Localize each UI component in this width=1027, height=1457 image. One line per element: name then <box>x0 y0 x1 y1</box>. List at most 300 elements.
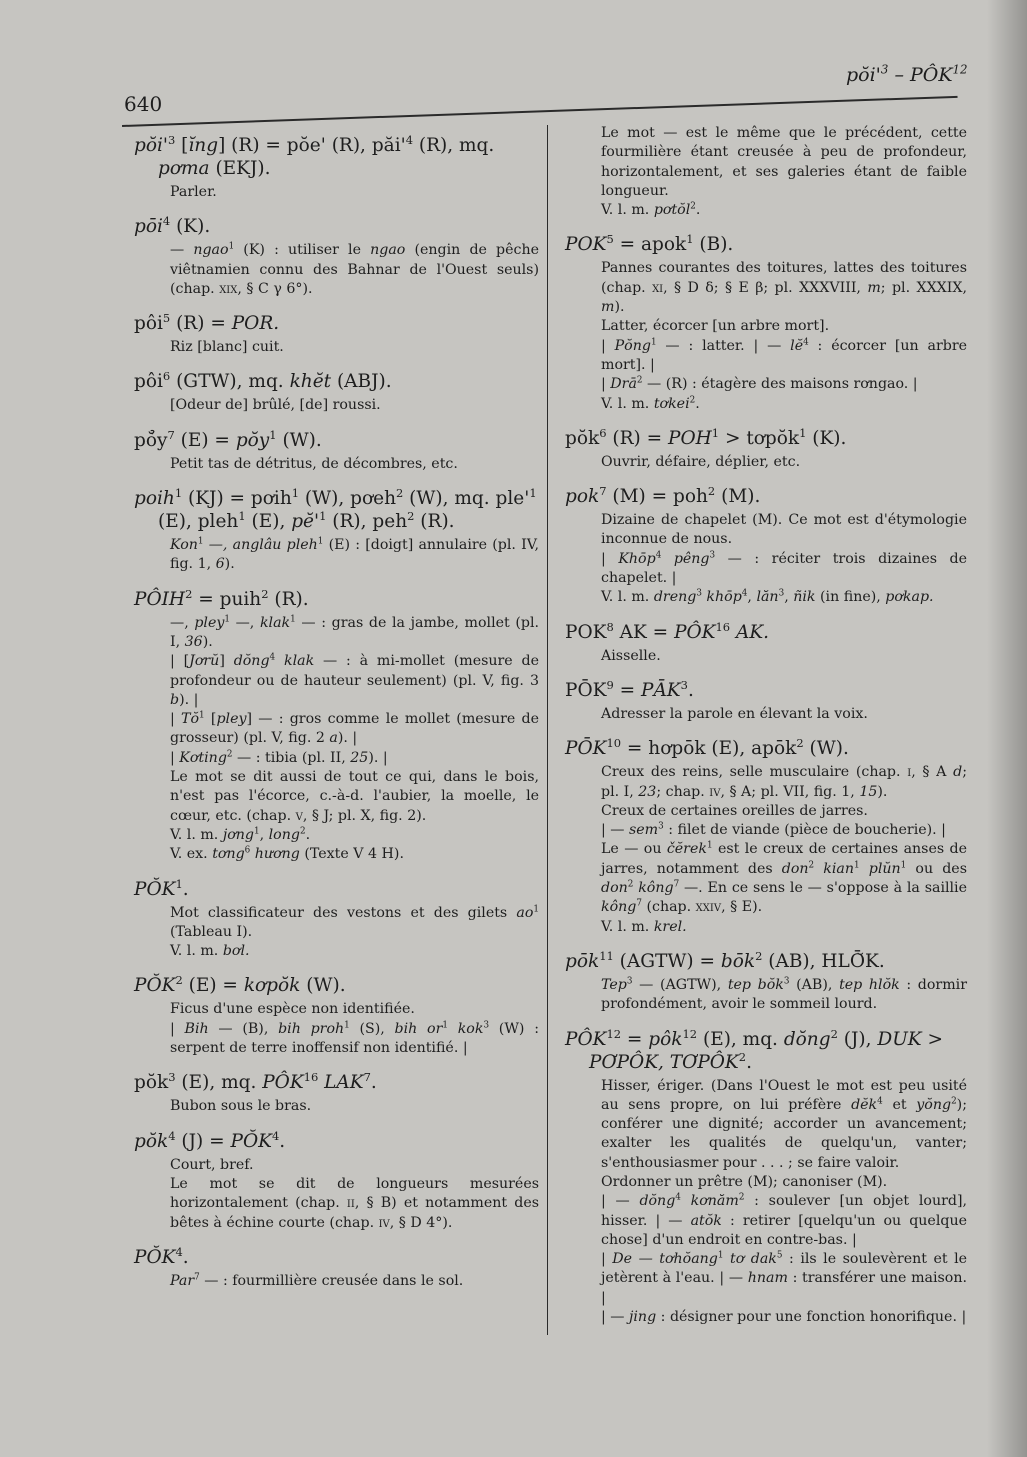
text-roman: Le mot se dit de longueurs mesurées horizontalement (chap. <box>170 1175 539 1212</box>
entry-headword <box>134 370 539 393</box>
entry-headword <box>134 429 539 452</box>
text-italic: PÔK <box>565 1028 607 1050</box>
definition-line <box>170 1097 539 1116</box>
homonym-number: 2 <box>261 586 269 601</box>
text-roman: (E), pleh <box>158 511 239 533</box>
text-roman: ). <box>614 299 625 316</box>
text-roman: , <box>747 589 757 606</box>
homonym-number: 3 <box>880 62 889 77</box>
text-italic: Kon <box>170 537 198 554</box>
text-italic: jơng <box>222 826 254 843</box>
dictionary-entry <box>134 878 539 962</box>
entry-headword <box>134 312 539 335</box>
definition-line <box>170 1272 539 1291</box>
text-italic: DUK > PƠPÔK, TƠPÔK <box>589 1028 944 1073</box>
text-roman: (M). <box>715 486 761 508</box>
header-rule <box>122 96 958 127</box>
text-italic: Bih <box>184 1020 209 1037</box>
text-roman: Riz [blanc] cuit. <box>170 339 284 356</box>
definition-line <box>170 241 539 299</box>
text-italic: pŏk <box>134 1130 169 1152</box>
text-roman: [ <box>175 135 189 156</box>
text-italic: Par <box>170 1272 195 1289</box>
text-roman: (K) : utiliser le <box>234 242 371 259</box>
text-roman: (EKJ). <box>209 158 271 179</box>
text-roman: (AGTW) = <box>613 950 721 972</box>
text-roman: V. l. m. <box>601 395 654 412</box>
text-roman: = <box>621 1028 649 1050</box>
homonym-number: 10 <box>606 736 622 751</box>
definition-line <box>601 1077 967 1173</box>
dictionary-entry <box>134 370 539 415</box>
entry-headword <box>134 1130 539 1153</box>
text-italic: m <box>601 299 615 316</box>
text-italic: bih proh <box>278 1020 345 1037</box>
text-italic: —, anglâu pleh <box>203 537 318 554</box>
text-italic: Kơting <box>179 749 227 766</box>
definition-line <box>601 337 967 376</box>
text-roman: (Texte V 4 H). <box>299 846 404 863</box>
definition-line <box>601 453 967 472</box>
text-roman: — (AGTW), <box>632 976 728 993</box>
dictionary-entry <box>565 427 967 472</box>
entry-headword <box>565 1028 967 1074</box>
dictionary-entry <box>565 124 967 220</box>
dictionary-entry <box>134 429 539 474</box>
text-italic: pōi <box>134 216 163 238</box>
homonym-number: 2 <box>707 484 716 498</box>
text-italic: tep hlŏk <box>839 976 900 993</box>
text-roman: Hisser, ériger. (Dans l'Ouest le mot est peu usité au sens propre, on lui préfère <box>601 1077 967 1113</box>
text-roman: pôi <box>134 371 163 393</box>
homonym-number: 1 <box>197 536 204 547</box>
text-italic: lăn <box>756 589 779 606</box>
homonym-number: 16 <box>715 619 731 634</box>
text-roman: (K). <box>806 427 847 449</box>
homonym-number: 3 <box>709 550 716 561</box>
text-roman: . <box>279 1130 286 1152</box>
left-column <box>134 134 539 1304</box>
text-roman: V. l. m. <box>170 826 223 843</box>
definition-line <box>170 1156 539 1175</box>
entry-headword <box>134 215 539 238</box>
dictionary-entry <box>134 215 539 299</box>
homonym-number: 16 <box>303 1070 319 1085</box>
text-roman: Le mot — est le même que le précédent, cette fourmilière étant creusée à peu de profondeur, horizontalement, et ses galeries étant de faible longueur. <box>601 125 967 199</box>
text-italic: a <box>329 730 338 747</box>
homonym-number: 7 <box>167 427 175 442</box>
text-roman: : dormir profondément, avoir le sommeil lourd. <box>601 976 967 1013</box>
text-italic: ngao <box>193 242 229 259</box>
definition-line <box>601 821 967 840</box>
homonym-number: 3 <box>483 1019 490 1030</box>
entry-definition <box>565 705 967 724</box>
entry-definition <box>565 453 967 472</box>
homonym-number: 7 <box>194 1272 200 1283</box>
entry-definition <box>565 124 967 220</box>
text-small-caps: iv <box>378 1214 390 1231</box>
text-roman: — <box>170 242 194 259</box>
text-italic: Tŏ <box>181 711 200 728</box>
text-roman: (E), mq. <box>697 1028 784 1050</box>
homonym-number: 6 <box>244 845 251 856</box>
text-roman: — : gras de la jambe, mollet (pl. I, <box>170 614 539 650</box>
text-roman: —. En ce sens le — s'oppose à la saillie <box>679 880 967 897</box>
text-roman: — : à mi-mollet (mesure de profondeur ou de hauteur seulement) (pl. V, fig. 3 <box>170 653 540 689</box>
entry-definition <box>565 976 967 1015</box>
definition-line <box>601 395 967 414</box>
entry-definition <box>134 614 539 865</box>
homonym-number: 2 <box>755 948 763 963</box>
entry-definition <box>134 455 539 474</box>
homonym-number: 4 <box>162 214 171 229</box>
text-italic: atŏk <box>690 1212 722 1229</box>
homonym-number: 4 <box>269 652 276 663</box>
entry-definition <box>565 1077 967 1328</box>
text-roman: (M) = poh <box>606 486 708 508</box>
definition-line <box>170 1000 539 1019</box>
text-italic: dreng <box>653 589 697 606</box>
text-roman: pôi <box>134 313 163 335</box>
text-italic: pĕ' <box>291 511 320 533</box>
text-roman: ). | <box>337 730 358 747</box>
definition-line <box>601 705 967 724</box>
homonym-number: 4 <box>168 1128 176 1143</box>
text-roman: Dizaine de chapelet (M). Ce mot est d'étymologie inconnue de nous. <box>601 512 967 548</box>
text-roman: ). | <box>179 691 199 708</box>
homonym-number: 1 <box>290 613 296 624</box>
homonym-number: 1 <box>529 485 537 500</box>
dictionary-entry <box>565 679 967 724</box>
entry-definition <box>134 536 539 575</box>
definition-line <box>170 1020 539 1059</box>
entry-definition <box>134 1097 539 1116</box>
text-roman: Ouvrir, défaire, déplier, etc. <box>601 453 801 470</box>
text-roman: (S), <box>349 1020 395 1037</box>
entry-headword <box>565 679 967 702</box>
homonym-number: 1 <box>199 710 205 721</box>
definition-line <box>601 976 967 1015</box>
homonym-number: 3 <box>658 821 664 832</box>
text-roman: . <box>746 1051 752 1073</box>
text-roman: , § D δ; § E β; pl. XXXVIII, <box>663 279 868 296</box>
text-roman: [ <box>204 711 217 728</box>
text-roman: (R) = <box>170 313 232 335</box>
text-roman: (E), <box>245 511 292 533</box>
text-roman: (E) : [doigt] annulaire (pl. IV, fig. 1, <box>170 537 539 573</box>
text-roman: , § E). <box>721 899 763 916</box>
text-italic: klak <box>275 653 315 670</box>
text-italic: tơ dak <box>723 1251 777 1268</box>
text-italic: 25 <box>350 749 369 766</box>
homonym-number: 1 <box>686 232 694 247</box>
text-roman: et <box>882 1096 917 1113</box>
text-roman: = <box>613 679 641 701</box>
text-roman: Aisselle. <box>601 647 661 664</box>
text-roman: Bubon sous le bras. <box>170 1098 312 1115</box>
homonym-number: 12 <box>682 1026 698 1041</box>
text-roman: (chap. <box>641 899 696 916</box>
text-roman: ). <box>202 633 213 650</box>
text-roman: AK = <box>613 621 675 643</box>
homonym-number: 4 <box>877 1096 883 1107</box>
text-roman: Creux des reins, selle musculaire (chap. <box>601 764 908 781</box>
text-italic: tep bŏk <box>727 976 784 993</box>
homonym-number: 1 <box>317 536 324 547</box>
text-italic: sem <box>629 822 659 839</box>
text-roman: = hơpōk (E), apōk <box>621 738 797 760</box>
homonym-number: 2 <box>226 749 233 760</box>
entry-headword <box>134 134 539 180</box>
homonym-number: 1 <box>174 485 183 500</box>
text-roman: Ficus d'une espèce non identifiée. <box>170 1001 415 1018</box>
text-roman: . <box>182 878 189 900</box>
entry-headword <box>565 233 967 256</box>
text-roman: V. l. m. <box>601 202 654 219</box>
text-italic: – PÔK <box>888 64 953 86</box>
text-italic: krel. <box>653 918 687 935</box>
text-roman: | — <box>601 1193 640 1210</box>
text-roman: Le — ou <box>601 841 667 858</box>
homonym-number: 5 <box>776 1250 783 1261</box>
text-italic: d <box>953 764 963 781</box>
text-roman: : écorcer [un arbre mort]. | <box>601 337 967 373</box>
text-roman: (engin de pêche viêtnamien connu des Bahnar de l'Ouest seuls) (chap. <box>170 242 540 297</box>
definition-line <box>170 749 539 768</box>
entry-headword <box>134 1246 539 1269</box>
text-small-caps: v <box>295 807 303 824</box>
homonym-number: 1 <box>344 1019 350 1030</box>
homonym-number: 1 <box>650 336 657 347</box>
text-italic: dŏng <box>233 653 270 670</box>
text-italic: hnam <box>747 1270 788 1287</box>
dictionary-entry <box>565 950 967 1015</box>
text-italic: klak <box>259 614 291 631</box>
homonym-number: 2 <box>689 394 696 405</box>
entry-headword <box>565 427 967 450</box>
text-italic: m <box>867 279 881 296</box>
homonym-number: 7 <box>673 879 680 890</box>
definition-line <box>601 1250 967 1308</box>
text-roman: , <box>259 826 269 843</box>
text-roman: ). <box>224 556 235 573</box>
text-roman: (J) = <box>175 1130 231 1152</box>
homonym-number: 1 <box>854 859 860 870</box>
homonym-number: 2 <box>627 879 634 890</box>
homonym-number: 3 <box>696 588 702 599</box>
text-roman: (B). <box>693 234 734 256</box>
text-italic: pŏi' <box>134 135 168 156</box>
text-roman: (R). <box>414 511 455 533</box>
homonym-number: 4 <box>675 1192 681 1203</box>
entry-definition <box>134 1156 539 1233</box>
text-roman: . <box>695 202 701 219</box>
text-roman: (E), mq. <box>175 1072 263 1094</box>
text-italic: POK <box>565 234 607 256</box>
text-roman: | <box>601 550 619 567</box>
text-italic: Pŏng <box>614 337 651 354</box>
text-roman: — (R) : étagère des maisons rơngao. | <box>642 376 918 393</box>
text-roman: — (B), <box>208 1020 279 1037</box>
text-italic: čĕrek <box>666 841 707 858</box>
text-roman: : transférer une maison. | <box>601 1270 967 1306</box>
definition-line <box>601 840 967 917</box>
homonym-number: 2 <box>738 1049 747 1064</box>
dictionary-entry <box>565 233 967 413</box>
text-roman: | <box>170 749 180 766</box>
text-roman: (W). <box>803 738 849 760</box>
text-small-caps: xi <box>652 279 664 296</box>
text-italic: pŏy <box>235 429 270 451</box>
definition-line <box>170 942 539 961</box>
definition-line <box>170 710 539 749</box>
homonym-number: 2 <box>407 508 415 523</box>
definition-line <box>170 768 539 826</box>
text-roman: ; pl. I, <box>601 764 967 800</box>
homonym-number: 2 <box>185 586 193 601</box>
text-roman: = apok <box>613 234 687 256</box>
homonym-number: 5 <box>162 311 171 326</box>
text-italic: Khōp <box>618 550 656 567</box>
text-italic: PÔIH <box>134 588 186 610</box>
text-roman: est le creux de certaines anses de jarres, notamment des <box>601 841 967 877</box>
text-roman: , § B) et notamment des bêtes à échine courte (chap. <box>170 1195 540 1231</box>
text-roman: —, <box>229 614 260 631</box>
text-italic: kơnăm <box>680 1193 739 1210</box>
text-roman: (KJ) = pơih <box>182 488 292 510</box>
entry-headword <box>565 621 967 644</box>
entry-definition <box>134 904 539 962</box>
text-italic: bơl. <box>222 943 250 960</box>
text-roman: > tơpŏk <box>719 427 800 449</box>
text-roman: (in fine), <box>815 589 886 606</box>
text-italic: pơma <box>158 158 210 179</box>
entry-definition <box>134 241 539 299</box>
text-roman: Pannes courantes des toitures, lattes des toitures (chap. <box>601 260 967 296</box>
text-italic: PŎK <box>134 878 176 900</box>
text-roman: = puih <box>192 588 262 610</box>
entry-definition <box>134 338 539 357</box>
text-italic: POR. <box>231 313 280 335</box>
entry-definition <box>134 183 539 202</box>
entry-headword <box>565 737 967 760</box>
dictionary-entry <box>134 1246 539 1291</box>
text-roman: pŏk <box>134 1072 169 1094</box>
text-roman: | <box>170 1020 185 1037</box>
text-italic: jing <box>629 1309 657 1326</box>
text-roman: | <box>601 376 611 393</box>
text-roman: ] (R) = pŏe' (R), păi' <box>218 135 406 156</box>
text-italic: pơkap. <box>885 589 934 606</box>
homonym-number: 2 <box>690 201 696 212</box>
definition-line <box>601 259 967 317</box>
text-roman: (R), peh <box>326 511 408 533</box>
text-italic: ĭng <box>188 135 219 156</box>
text-roman: ). <box>877 783 888 800</box>
text-roman: V. ex. <box>170 846 213 863</box>
text-italic: AK. <box>730 621 770 643</box>
text-small-caps: xxiv <box>695 899 722 916</box>
text-italic: don <box>781 860 809 877</box>
homonym-number: 1 <box>442 1019 448 1030</box>
text-roman: Adresser la parole en élevant la voix. <box>601 705 868 722</box>
text-roman: ; chap. <box>656 783 710 800</box>
text-italic: lĕ <box>790 337 804 354</box>
text-roman: (R), mq. <box>413 135 495 156</box>
text-roman: : ils le soulevèrent et le jetèrent à l'eau. | — <box>601 1251 968 1287</box>
text-roman: — : réciter trois dizaines de chapelet. | <box>601 550 968 587</box>
page-gutter-shadow <box>987 0 1027 1457</box>
text-roman: (R) = <box>606 427 669 449</box>
homonym-number: 1 <box>706 840 713 851</box>
text-small-caps: ii <box>346 1195 355 1212</box>
text-roman: (J), <box>837 1028 878 1050</box>
dictionary-entry <box>565 1028 967 1328</box>
text-roman: (AB), <box>789 976 840 993</box>
definition-line <box>601 550 967 589</box>
text-roman: : filet de viande (pièce de boucherie). | <box>663 822 946 839</box>
text-roman: : désigner pour une fonction honorifique. | <box>656 1309 967 1326</box>
text-italic: dŏng <box>783 1028 831 1050</box>
text-italic: long <box>268 826 300 843</box>
dictionary-entry <box>134 974 539 1058</box>
text-italic: dŏng <box>639 1193 676 1210</box>
text-roman: | <box>601 1251 613 1268</box>
homonym-number: 1 <box>799 425 807 440</box>
definition-line <box>170 826 539 845</box>
text-italic: De — tơhŏang <box>612 1251 718 1268</box>
text-roman: Court, bref. <box>170 1156 254 1173</box>
text-italic: PŎK <box>134 1246 176 1268</box>
definition-line <box>170 183 539 202</box>
text-italic: pŏi' <box>846 64 881 86</box>
definition-line <box>170 396 539 415</box>
dictionary-entry <box>134 312 539 357</box>
text-italic: tơng <box>212 846 245 863</box>
homonym-number: 2 <box>299 826 306 837</box>
text-roman: ). | <box>368 749 388 766</box>
text-roman: — : latter. | — <box>656 337 791 354</box>
entry-definition <box>565 511 967 607</box>
homonym-number: 3 <box>680 677 688 692</box>
text-roman: . <box>370 1072 377 1094</box>
text-italic: 15 <box>859 783 878 800</box>
text-roman: | — <box>601 822 629 839</box>
text-roman: PŌK <box>565 679 607 701</box>
text-italic: hương <box>250 846 300 863</box>
text-italic: pêng <box>661 550 710 567</box>
text-italic: bōk <box>720 950 756 972</box>
text-roman: . <box>305 826 311 843</box>
text-roman: ] — : gros comme le mollet (mesure de grosseur) (pl. V, fig. 2 <box>170 711 540 747</box>
homonym-number: 3 <box>626 976 633 987</box>
text-roman: — : tibia (pl. II, <box>232 749 351 766</box>
text-roman: ou des <box>906 860 967 877</box>
homonym-number: 4 <box>271 1128 280 1143</box>
column-divider <box>547 125 548 1335</box>
text-roman: . <box>687 679 694 701</box>
text-italic: PÔK <box>674 621 716 643</box>
text-italic: pơtŏl <box>653 202 691 219</box>
entry-definition <box>134 1000 539 1058</box>
text-roman: (W) : serpent de terre inoffensif non identifié. | <box>170 1020 539 1057</box>
text-roman: . <box>695 395 700 412</box>
definition-line <box>601 763 967 802</box>
homonym-number: 5 <box>606 232 614 247</box>
text-roman: Mot classificateur des vestons et des gilets <box>170 904 517 921</box>
homonym-number: 7 <box>363 1070 371 1085</box>
text-roman: : retirer [quelqu'un ou quelque chose] d'un endroit en contre-bas. | <box>601 1212 967 1248</box>
